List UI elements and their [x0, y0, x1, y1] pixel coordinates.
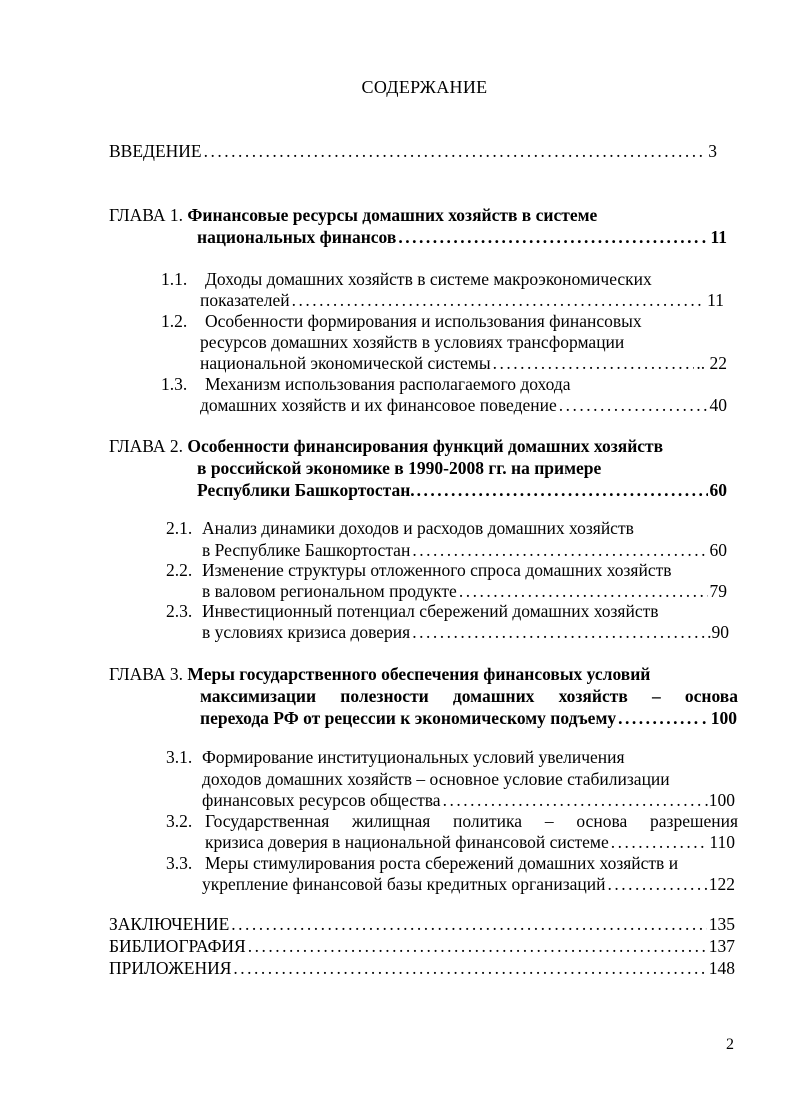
section-number: 3.2.	[166, 811, 193, 831]
section-title-line[interactable]: Особенности формирования и использования финансовых	[205, 311, 642, 331]
toc-entry-page: 110	[709, 832, 735, 852]
section-title-line: в Республике Башкортостан	[202, 540, 411, 560]
chapter-title-line: перехода РФ от рецессии к экономическому подъему	[200, 708, 617, 728]
toc-section-3-3-end[interactable]	[202, 874, 735, 894]
section-number: 2.1.	[166, 518, 193, 538]
toc-section-2-3-end[interactable]	[202, 622, 729, 642]
toc-entry-page: 60	[709, 540, 727, 560]
toc-entry-page: 11	[707, 290, 724, 310]
section-title-line: укрепление финансовой базы кредитных организаций	[202, 874, 606, 894]
toc-entry-page: 60	[709, 480, 727, 500]
toc-section-3-1-end[interactable]	[202, 790, 735, 810]
section-number: 3.3.	[166, 853, 193, 873]
section-number: 3.1.	[166, 747, 193, 767]
toc-entry-page: 122	[708, 874, 735, 894]
toc-entry-bibliography[interactable]	[109, 936, 735, 956]
toc-entry-label: ЗАКЛЮЧЕНИЕ	[109, 914, 230, 934]
toc-entry-appendices[interactable]	[109, 958, 735, 978]
leader-dots	[493, 353, 695, 373]
section-title-line: домашних хозяйств и их финансовое поведение	[200, 395, 557, 415]
toc-entry-label: ВВЕДЕНИЕ	[109, 141, 202, 161]
chapter-title-line: национальных финансов	[197, 227, 397, 247]
section-title-line[interactable]: доходов домашних хозяйств – основное условие стабилизации	[202, 769, 670, 789]
toc-entry-page: .90	[707, 622, 729, 642]
leader-dots	[248, 936, 707, 956]
section-title-line[interactable]: Меры стимулирования роста сбережений домашних хозяйств и	[205, 853, 679, 873]
toc-chapter-3[interactable]	[109, 664, 650, 684]
leader-dots	[611, 832, 708, 852]
toc-chapter-3-end[interactable]	[200, 708, 737, 728]
toc-entry-page: 40	[709, 395, 727, 415]
toc-entry-conclusion[interactable]	[109, 914, 735, 934]
leader-dots	[204, 141, 707, 161]
toc-chapter-1-end[interactable]	[197, 227, 727, 247]
section-title-line[interactable]: Государственная жилищная политика – основа разрешения	[205, 811, 738, 831]
section-number: 1.2.	[161, 311, 188, 331]
chapter-title-line: Особенности финансирования функций домашних хозяйств	[187, 436, 664, 456]
toc-entry-page: . 100	[702, 708, 737, 728]
leader-dots	[417, 480, 708, 500]
leader-dots	[398, 227, 699, 247]
toc-entry-page: 148	[708, 958, 735, 978]
chapter-title-line: Республики Башкортостан.	[197, 480, 415, 500]
section-number: 1.1.	[161, 269, 188, 289]
chapter-title-line: Финансовые ресурсы домашних хозяйств в системе	[187, 205, 598, 225]
toc-entry-page: 79	[709, 581, 727, 601]
section-number: 1.3.	[161, 374, 188, 394]
section-title-line[interactable]: Доходы домашних хозяйств в системе макроэкономических	[205, 269, 652, 289]
toc-section-1-2-end[interactable]	[200, 353, 727, 373]
section-number: 2.2.	[166, 560, 193, 580]
section-title-line[interactable]: Механизм использования располагаемого дохода	[205, 374, 571, 394]
toc-entry-intro[interactable]	[109, 141, 717, 161]
toc-entry-page: .100	[704, 790, 735, 810]
leader-dots	[233, 958, 706, 978]
section-title-line: в валовом региональном продукте	[202, 581, 457, 601]
leader-dots	[459, 581, 708, 601]
leader-dots	[231, 914, 706, 934]
toc-section-2-1-end[interactable]	[202, 540, 727, 560]
section-title-line: кризиса доверия в национальной финансовой системе	[205, 832, 609, 852]
toc-entry-page: 135	[708, 914, 735, 934]
section-title-line: национальной экономической системы	[200, 353, 491, 373]
leader-dots	[292, 290, 706, 310]
toc-chapter-2[interactable]	[109, 436, 663, 456]
leader-dots	[412, 622, 705, 642]
chapter-title-line[interactable]: максимизации полезности домашних хозяйств – основа	[200, 686, 738, 706]
leader-dots	[618, 708, 700, 728]
toc-section-3-2-end[interactable]	[205, 832, 735, 852]
toc-entry-page: . 11	[701, 227, 727, 247]
chapter-prefix: ГЛАВА 3.	[109, 664, 184, 684]
section-number: 2.3.	[166, 601, 193, 621]
toc-entry-page: .. 22	[696, 353, 727, 373]
chapter-title-line: Меры государственного обеспечения финансовых условий	[187, 664, 651, 684]
toc-chapter-1[interactable]	[109, 205, 597, 225]
page-number: 2	[726, 1036, 734, 1053]
leader-dots	[559, 395, 708, 415]
section-title-line: показателей	[200, 290, 290, 310]
section-title-line: финансовых ресурсов общества	[202, 790, 441, 810]
section-title-line[interactable]: Формирование институциональных условий увеличения	[202, 747, 625, 767]
leader-dots	[607, 874, 706, 894]
toc-entry-label: БИБЛИОГРАФИЯ	[109, 936, 246, 956]
toc-chapter-2-end[interactable]	[197, 480, 727, 500]
leader-dots	[412, 540, 707, 560]
toc-title: СОДЕРЖАНИЕ	[361, 77, 488, 97]
toc-entry-page: 137	[708, 936, 735, 956]
section-title-line: в условиях кризиса доверия	[202, 622, 411, 642]
chapter-prefix: ГЛАВА 2.	[109, 436, 184, 456]
section-title-line[interactable]: ресурсов домашних хозяйств в условиях трансформации	[200, 332, 625, 352]
leader-dots	[443, 790, 703, 810]
toc-section-2-2-end[interactable]	[202, 581, 727, 601]
chapter-title-line[interactable]: в российской экономике в 1990-2008 гг. на примере	[197, 458, 602, 478]
toc-section-1-1-end[interactable]	[200, 290, 724, 310]
chapter-prefix: ГЛАВА 1.	[109, 205, 184, 225]
toc-entry-label: ПРИЛОЖЕНИЯ	[109, 958, 232, 978]
toc-section-1-3-end[interactable]	[200, 395, 727, 415]
toc-entry-page: 3	[708, 141, 717, 161]
section-title-line[interactable]: Изменение структуры отложенного спроса домашних хозяйств	[202, 560, 672, 580]
section-title-line[interactable]: Анализ динамики доходов и расходов домашних хозяйств	[202, 518, 634, 538]
section-title-line[interactable]: Инвестиционный потенциал сбережений домашних хозяйств	[202, 601, 659, 621]
